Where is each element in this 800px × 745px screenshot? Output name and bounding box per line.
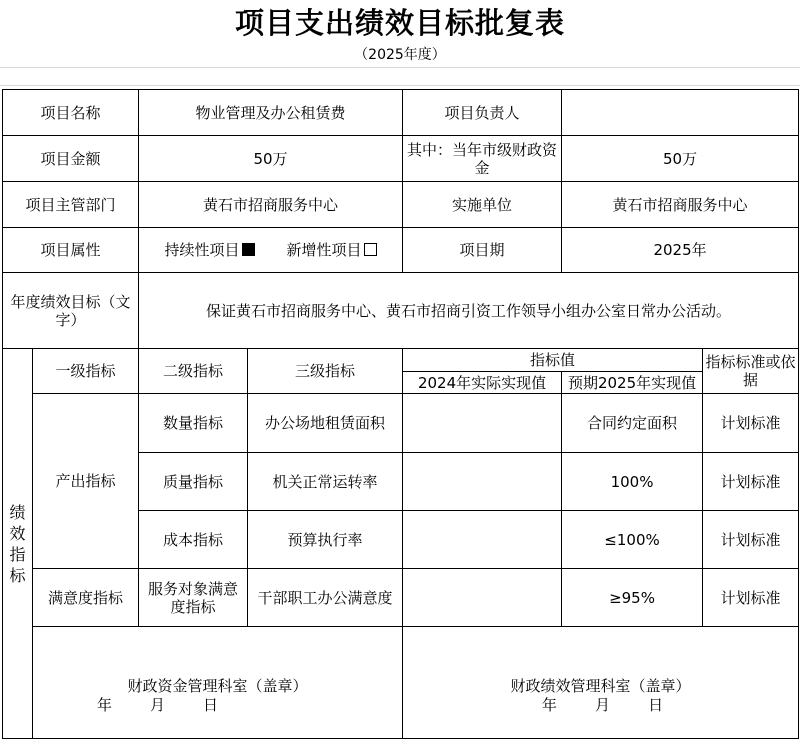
perf-section-label: 绩效指标 xyxy=(3,349,33,739)
row-standard: 计划标准 xyxy=(703,511,799,569)
sign-office-name: 财政绩效管理科室（盖章） xyxy=(510,676,691,695)
col-standard-header: 指标标准或依据 xyxy=(703,349,799,394)
unit-value: 黄石市招商服务中心 xyxy=(562,182,799,228)
row-actual xyxy=(403,569,562,627)
responsible-label: 项目负责人 xyxy=(403,90,562,136)
row-standard: 计划标准 xyxy=(703,394,799,453)
row-actual xyxy=(403,394,562,453)
checkbox-unchecked-icon xyxy=(364,243,377,256)
goal-value: 保证黄石市招商服务中心、黄石市招商引资工作领导小组办公室日常办公活动。 xyxy=(139,273,799,349)
amount-label: 项目金额 xyxy=(3,136,139,182)
col-actual-header: 2024年实际实现值 xyxy=(403,372,562,394)
row-standard: 计划标准 xyxy=(703,453,799,511)
attr-label: 项目属性 xyxy=(3,228,139,273)
attr-new-label: 新增性项目 xyxy=(286,241,362,259)
fund-value: 50万 xyxy=(562,136,799,182)
project-name-label: 项目名称 xyxy=(3,90,139,136)
period-label: 项目期 xyxy=(403,228,562,273)
row-actual xyxy=(403,511,562,569)
col-expected-header: 预期2025年实现值 xyxy=(562,372,703,394)
checkbox-checked-icon xyxy=(242,243,255,256)
dept-value: 黄石市招商服务中心 xyxy=(139,182,403,228)
col-level1-header: 一级指标 xyxy=(33,349,139,394)
attr-ongoing-label: 持续性项目 xyxy=(164,241,240,259)
col-level2-header: 二级指标 xyxy=(139,349,248,394)
row-expected: ≥95% xyxy=(562,569,703,627)
row-expected: ≤100% xyxy=(562,511,703,569)
project-name-value: 物业管理及办公租赁费 xyxy=(139,90,403,136)
sheet-gridline xyxy=(0,67,800,68)
goal-label: 年度绩效目标（文字） xyxy=(3,273,139,349)
period-value: 2025年 xyxy=(562,228,799,273)
page-subtitle: （2025年度） xyxy=(354,47,446,63)
row-standard: 计划标准 xyxy=(703,569,799,627)
output-indicator-label: 产出指标 xyxy=(33,394,139,569)
fund-label: 其中：当年市级财政资金 xyxy=(403,136,562,182)
amount-value: 50万 xyxy=(139,136,403,182)
col-level3-header: 三级指标 xyxy=(248,349,403,394)
finance-performance-office-sign xyxy=(403,627,799,739)
approval-table xyxy=(2,89,799,739)
row-actual xyxy=(403,453,562,511)
page-title: 项目支出绩效目标批复表 xyxy=(234,6,565,40)
row-level2: 成本指标 xyxy=(139,511,248,569)
satisfaction-indicator-label: 满意度指标 xyxy=(33,569,139,627)
sign-date: 年 月 日 xyxy=(542,695,664,714)
row-level3: 干部职工办公满意度 xyxy=(248,569,403,627)
unit-label: 实施单位 xyxy=(403,182,562,228)
row-level3: 预算执行率 xyxy=(248,511,403,569)
row-expected: 100% xyxy=(562,453,703,511)
row-expected: 合同约定面积 xyxy=(562,394,703,453)
sign-date: 年 月 日 xyxy=(97,695,219,714)
row-level2: 质量指标 xyxy=(139,453,248,511)
responsible-value xyxy=(562,90,799,136)
sign-office-name: 财政资金管理科室（盖章） xyxy=(127,676,308,695)
sheet-gridline xyxy=(0,85,800,86)
dept-label: 项目主管部门 xyxy=(3,182,139,228)
row-level2: 数量指标 xyxy=(139,394,248,453)
col-value-header: 指标值 xyxy=(403,349,703,372)
row-level3: 机关正常运转率 xyxy=(248,453,403,511)
row-level2: 服务对象满意度指标 xyxy=(139,569,248,627)
finance-fund-office-sign xyxy=(33,627,403,739)
attr-value xyxy=(139,228,403,273)
row-level3: 办公场地租赁面积 xyxy=(248,394,403,453)
